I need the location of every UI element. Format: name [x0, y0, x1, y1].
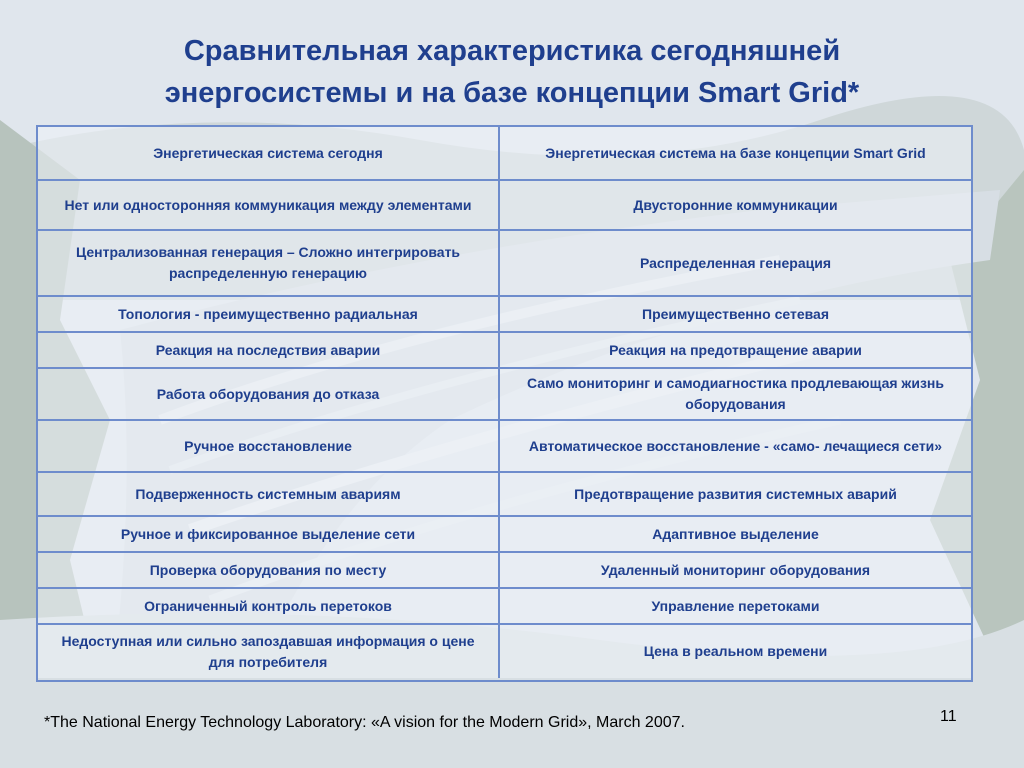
- table-cell-left: Работа оборудования до отказа: [38, 369, 500, 421]
- table-cell-left: Ограниченный контроль перетоков: [38, 589, 500, 625]
- table-cell-right: Автоматическое восстановление - «само- лечащиеся сети»: [500, 421, 971, 473]
- table-cell-right: Удаленный мониторинг оборудования: [500, 553, 971, 589]
- table-cell-right: Энергетическая система на базе концепции Smart Grid: [500, 127, 971, 181]
- table-cell-right: Реакция на предотвращение аварии: [500, 333, 971, 369]
- slide-title: [60, 30, 964, 114]
- table-cell-left: Централизованная генерация – Сложно интегрировать распределенную генерацию: [38, 231, 500, 297]
- title-line-2: энергосистемы и на базе концепции Smart Grid*: [164, 77, 860, 109]
- table-cell-left: Топология - преимущественно радиальная: [38, 297, 500, 333]
- table-cell-right: Адаптивное выделение: [500, 517, 971, 553]
- title-line-1: Сравнительная характеристика сегодняшней: [183, 35, 841, 67]
- table-cell-left: Подверженность системным авариям: [38, 473, 500, 517]
- table-cell-right: Управление перетоками: [500, 589, 971, 625]
- table-cell-left: Реакция на последствия аварии: [38, 333, 500, 369]
- table-cell-left: Проверка оборудования по месту: [38, 553, 500, 589]
- table-cell-right: Преимущественно сетевая: [500, 297, 971, 333]
- table-cell-right: Двусторонние коммуникации: [500, 181, 971, 231]
- comparison-table: [36, 125, 973, 682]
- table-cell-left: Нет или односторонняя коммуникация между элементами: [38, 181, 500, 231]
- table-cell-right: Само мониторинг и самодиагностика продлевающая жизнь оборудования: [500, 369, 971, 421]
- table-cell-left: Недоступная или сильно запоздавшая информация о цене для потребителя: [38, 625, 500, 678]
- table-cell-left: Ручное и фиксированное выделение сети: [38, 517, 500, 553]
- table-cell-left: Энергетическая система сегодня: [38, 127, 500, 181]
- table-cell-left: Ручное восстановление: [38, 421, 500, 473]
- footnote: *The National Energy Technology Laboratory: «A vision for the Modern Grid», March 2007.: [44, 714, 685, 731]
- page-number: 11: [940, 708, 957, 725]
- table-cell-right: Распределенная генерация: [500, 231, 971, 297]
- table-cell-right: Цена в реальном времени: [500, 625, 971, 678]
- table-cell-right: Предотвращение развития системных аварий: [500, 473, 971, 517]
